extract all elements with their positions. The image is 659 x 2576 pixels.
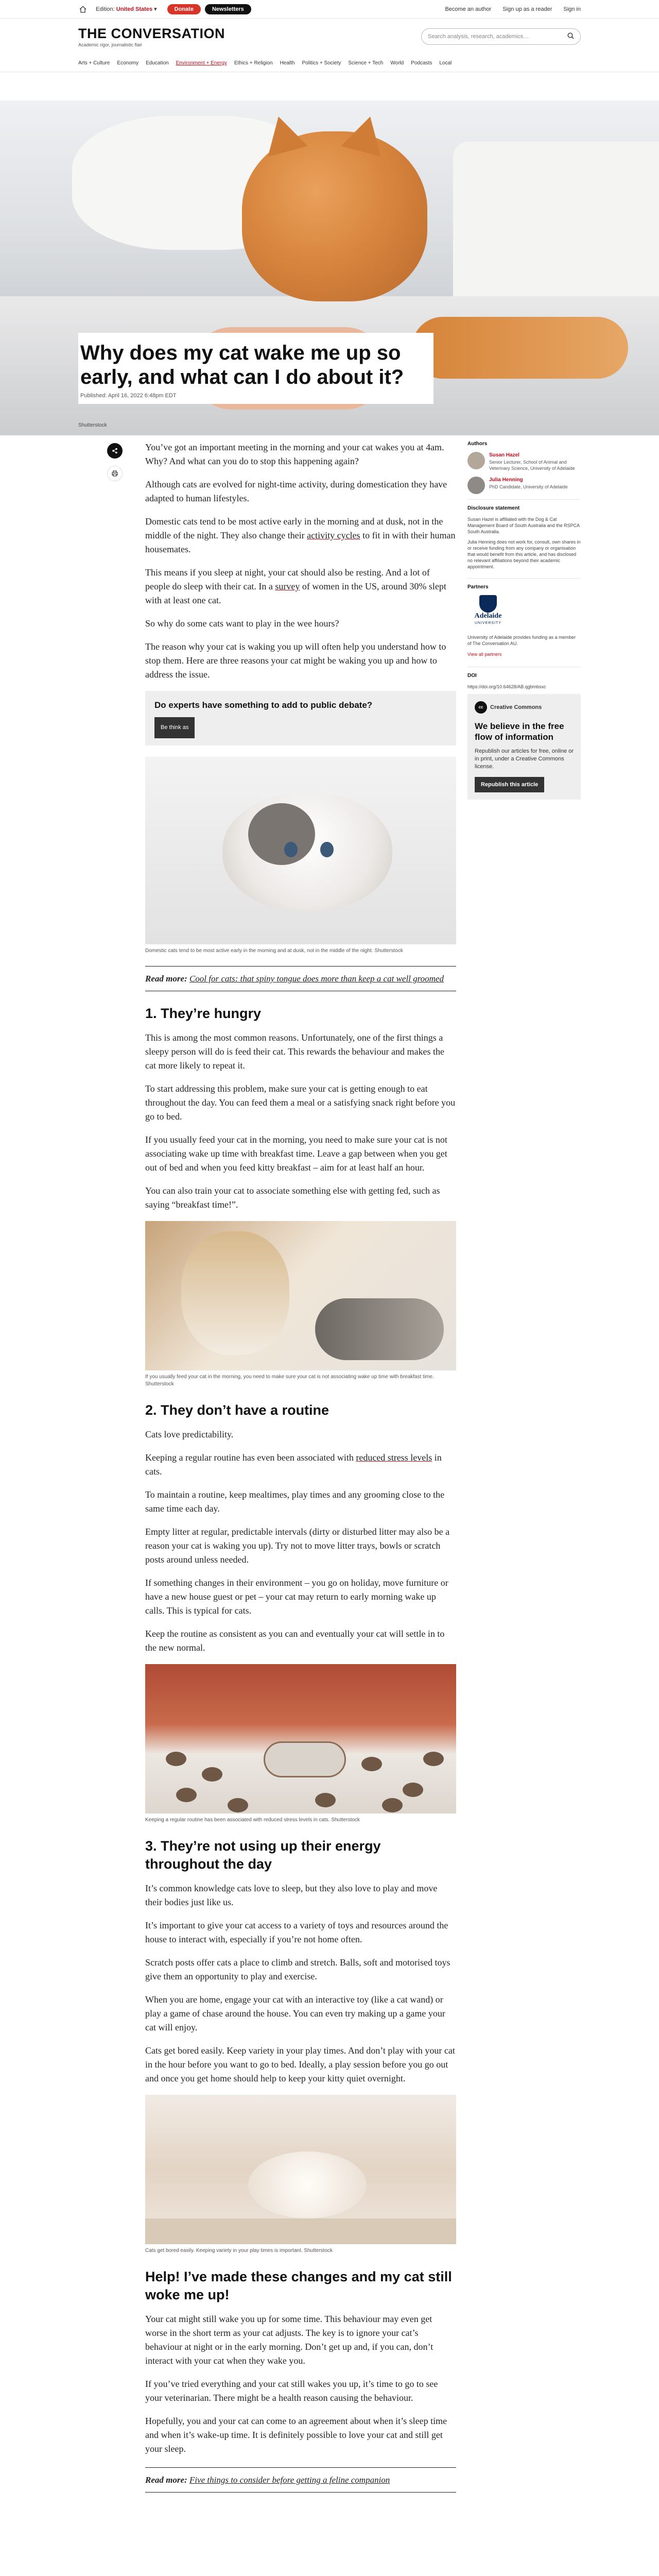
paragraph: The reason why your cat is waking you up will often help you understand how to stop them. Here are three reasons your cat might be waking you up and how to address the issue. [145,641,446,680]
edition-label: Edition: [96,6,115,12]
site-logo[interactable] [78,26,225,47]
nav-item[interactable]: Economy [117,60,139,66]
edition-selector[interactable] [96,6,157,12]
cc-icon: cc [475,701,487,714]
republish-box [467,694,581,800]
signup-reader-link[interactable]: Sign up as a reader [502,6,552,12]
author-role: Senior Lecturer, School of Animal and Veterinary Science, University of Adelaide [489,460,575,471]
paragraph: Cats love predictability. [145,1429,234,1439]
author-role: PhD Candidate, University of Adelaide [489,484,568,489]
disclosure-heading: Disclosure statement [467,505,520,511]
paragraph: Hopefully, you and your cat can come to an agreement about when it’s sleep time and when it’s wake-up time. It is definitely possible to love your cat and still get your sleep. [145,2416,447,2454]
paragraph: If something changes in their environment – you go on holiday, move furniture or have a new house guest or pet – your cat may return to early morning wake up calls. This is typical for cats. [145,1578,448,1616]
nav-item[interactable]: Environment + Energy [176,60,227,66]
disclosure-text: Julia Henning does not work for, consult, own shares in or receive funding from any company or organisation that would benefit from this article, and has disclosed no relevant affiliations beyond their academic appointment. [467,539,581,569]
figure [145,1664,456,1824]
figure-caption: If you usually feed your cat in the morning, you need to make sure your cat is not associating wake up time with breakfast time. Shutterstock [145,1374,434,1387]
paragraph: You’ve got an important meeting in the morning and your cat wakes you at 4am. Why? And what can you do to stop this happening again? [145,442,444,466]
republish-button[interactable]: Republish this article [475,777,544,792]
read-more-label: Read more: [145,2475,187,2485]
nav-item[interactable]: Arts + Culture [78,60,110,66]
university-of-adelaide-logo[interactable]: Adelaide UNIVERSITY [467,595,509,630]
nav-item[interactable]: Local [439,60,452,66]
woman-cat-image [145,1221,456,1370]
creative-commons-logo: cc Creative Commons [475,701,574,714]
search-input[interactable] [421,28,581,45]
logo-text: THE CONVERSATION [78,26,226,41]
paragraph: It’s common knowledge cats love to sleep, but they also love to play and move their bodies just like us. [145,1883,438,1907]
author-name[interactable]: Susan Hazel [489,452,519,458]
figure [145,2095,456,2255]
paragraph: It’s important to give your cat access to a variety of toys and resources around the house to interact with, especially if you’re not home often. [145,1920,448,1944]
paragraph: You can also train your cat to associate something else with getting fed, such as saying “breakfast time!”. [145,1185,440,1210]
republish-heading: We believe in the free flow of information [475,721,564,742]
avatar [467,452,485,469]
print-icon[interactable] [107,466,123,481]
read-more [145,2467,456,2493]
partner-text: University of Adelaide provides funding as a member of The Conversation AU. [467,635,576,646]
article-title: Why does my cat wake me up so early, and what can I do about it? [80,342,404,388]
paragraph: This means if you sleep at night, your cat should also be resting. And a lot of people do sleep with their cat. In a survey of women in the US, around 30% slept with at least one cat. [145,567,446,605]
paragraph: To maintain a routine, keep mealtimes, play times and any grooming close to the same time each day. [145,1489,445,1514]
doi-section [467,667,581,800]
kitten-image [145,757,456,944]
paragraph: So why do some cats want to play in the wee hours? [145,618,339,629]
hero-photo-credit: Shutterstock [78,422,107,428]
figure-credit: Shutterstock [374,948,403,954]
paragraph: Your cat might still wake you up for some time. This behaviour may even get worse in the short term as your cat adjusts. The key is to ignore your cat’s behaviour at night or in the early morning. Don’t get up and, if you can, don’t interact with your cat when they wake you. [145,2314,433,2366]
expert-button[interactable]: Be think as [154,717,195,738]
section-heading: 2. They don’t have a routine [145,1402,330,1418]
partners-heading: Partners [467,584,489,590]
figure-caption: Domestic cats tend to be most active early in the morning and at dusk, not in the middle of the night. Shutterstock [145,948,403,954]
figure [145,1221,456,1388]
search-placeholder: Search analysis, research, academics… [428,33,529,40]
home-icon[interactable] [78,5,88,14]
nav-item[interactable]: Podcasts [411,60,432,66]
paragraph: If you usually feed your cat in the morning, you need to make sure your cat is not associating wake up time with breakfast time. Leave a gap between when you get out of bed and when you feed kitty breakfast – aim for at least half an hour. [145,1134,447,1173]
edition-value[interactable]: United States [116,6,153,12]
read-more-link[interactable]: Five things to consider before getting a feline companion [189,2475,390,2485]
nav-item[interactable]: Ethics + Religion [234,60,273,66]
sidebar [467,440,581,808]
paragraph: Cats get bored easily. Keep variety in your play times. And don’t play with your cat in the hour before you want to go to bed. Ideally, a play session before you go out and once you get home should help to keep your kitty quiet overnight. [145,2045,455,2083]
author-card[interactable] [467,477,581,494]
paragraph: If you’ve tried everything and your cat still wakes you up, it’s time to go to see your veterinarian. There might be a health reason causing the behaviour. [145,2379,438,2403]
paragraph: Although cats are evolved for night-time activity, during domestication they have adapted to human lifestyles. [145,479,447,503]
view-partners-link[interactable]: View all partners [467,652,502,657]
section-heading: 1. They’re hungry [145,1006,262,1021]
signin-link[interactable]: Sign in [563,6,581,12]
cat-on-bed-image [145,1664,456,1814]
figure [145,757,456,955]
share-icon[interactable] [107,443,123,459]
utility-bar [0,0,659,19]
expert-callout [145,691,456,745]
disclosure-text: Susan Hazel is affiliated with the Dog & Cat Management Board of South Australia and the RSPCA South Australia. [467,517,580,534]
figure-caption: Cats get bored easily. Keeping variety in your play times is important. Shutterstock [145,2248,333,2253]
become-author-link[interactable]: Become an author [445,6,492,12]
newsletters-button[interactable]: Newsletters [205,4,251,14]
cat-under-blanket-image [145,2095,456,2244]
paragraph: This is among the most common reasons. Unfortunately, one of the first things a sleepy person will do is feed their cat. This rewards the behaviour and makes the cat more likely to repeat it. [145,1032,444,1071]
published-date: Published: April 16, 2022 6:48pm EDT [80,393,177,399]
paragraph: Empty litter at regular, predictable intervals (dirty or disturbed litter may also be a reason your cat is waking you up). Try not to move litter trays, bowls or scratch posts around unless needed. [145,1527,450,1565]
read-more [145,966,456,991]
doi-value[interactable]: https://doi.org/10.64628/AB.qgbmbsxc [467,684,546,689]
nav-item[interactable]: World [390,60,404,66]
section-nav [0,55,659,72]
stress-levels-link[interactable]: reduced stress levels [356,1452,432,1463]
headline-card [78,333,433,404]
article-body [145,440,456,2503]
read-more-link[interactable]: Cool for cats: that spiny tongue does more than keep a cat well groomed [189,974,444,984]
paragraph: Domestic cats tend to be most active early in the morning and at dusk, not in the middle of the night. They also change their activity cycles to fit in with their human housemates. [145,516,456,554]
doi-heading: DOI [467,673,477,679]
nav-item[interactable]: Health [280,60,295,66]
read-more-label: Read more: [145,974,187,984]
search-icon[interactable] [567,32,574,41]
share-rail [107,443,123,488]
paragraph: Keeping a regular routine has even been associated with reduced stress levels in cats. [145,1452,442,1477]
authors-heading: Authors [467,441,488,447]
partners-section [467,578,581,658]
survey-link[interactable]: survey [275,581,300,591]
avatar [467,477,485,494]
disclosure-section [467,499,581,570]
nav-item[interactable]: Science + Tech [348,60,384,66]
donate-button[interactable]: Donate [167,4,201,14]
logo-tagline: Academic rigor, journalistic flair [78,42,143,47]
paragraph: Scratch posts offer cats a place to climb and stretch. Balls, soft and motorised toys give them an opportunity to play and exercise. [145,1957,450,1981]
expert-question: Do experts have something to add to public debate? [154,700,373,710]
republish-text: Republish our articles for free, online or in print, under a Creative Commons license. [475,748,574,770]
nav-item[interactable]: Education [146,60,169,66]
section-heading: 3. They’re not using up their energy throughout the day [145,1838,381,1872]
activity-cycles-link[interactable]: activity cycles [307,530,360,540]
author-name[interactable]: Julia Henning [489,477,523,483]
author-card[interactable] [467,452,581,471]
chevron-down-icon: ▾ [154,6,157,12]
nav-item[interactable]: Politics + Society [302,60,341,66]
figure-caption: Keeping a regular routine has been associated with reduced stress levels in cats. Shutterstock [145,1817,360,1823]
section-heading: Help! I’ve made these changes and my cat still woke me up! [145,2269,452,2302]
paragraph: When you are home, engage your cat with an interactive toy (like a cat wand) or play a game of chase around the house. You can even try making up a game your cat will enjoy. [145,1994,445,2032]
masthead [0,19,659,55]
paragraph: Keep the routine as consistent as you can and eventually your cat will settle in to the new normal. [145,1629,445,1653]
paragraph: To start addressing this problem, make sure your cat is getting enough to eat throughout the day. You can feed them a meal or a satisfying snack right before you go to bed. [145,1083,456,1122]
